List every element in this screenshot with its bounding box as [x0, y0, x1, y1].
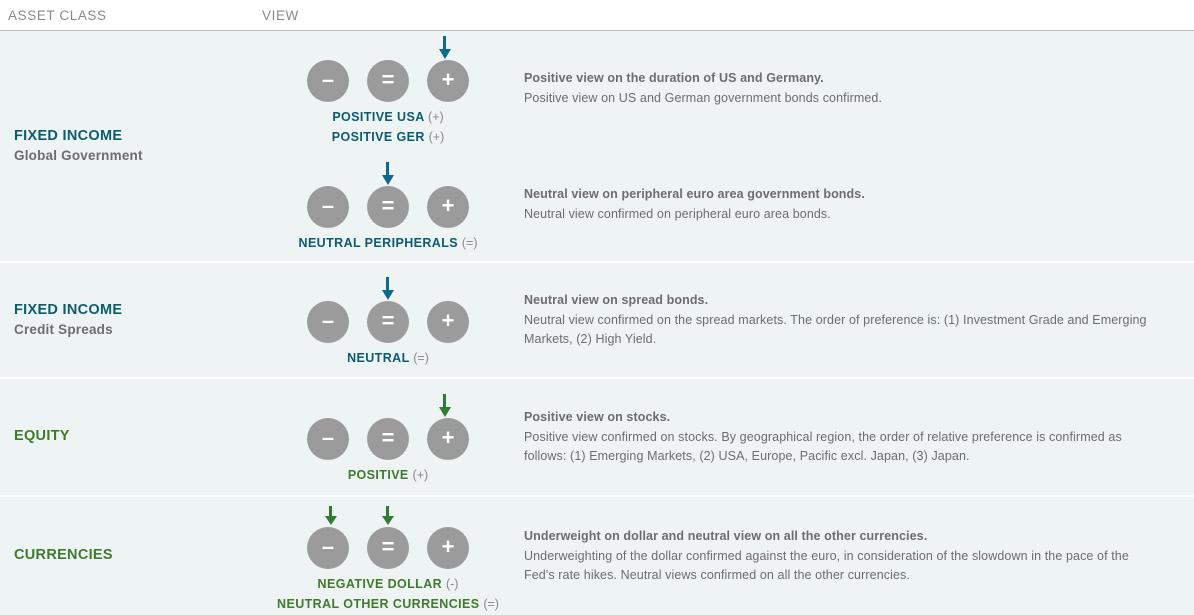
- dial-neutral: =: [367, 301, 409, 343]
- gauge-label: POSITIVE USA (+): [332, 110, 444, 125]
- dial-neutral: =: [367, 60, 409, 102]
- table-row: [0, 31, 1194, 263]
- gauge-label-sign: (+): [428, 129, 445, 144]
- description-headline: Positive view on the duration of US and Germany.: [524, 71, 824, 86]
- gauge-label: POSITIVE GER (+): [331, 129, 445, 144]
- description-headline: Neutral view on spread bonds.: [524, 292, 709, 307]
- gauge-label-sign: (=): [413, 350, 429, 365]
- asset-class-cell: [0, 497, 262, 615]
- dial-positive: +: [427, 418, 469, 460]
- gauge-label-sign: (=): [483, 596, 499, 611]
- asset-class-subtitle: Global Government: [14, 148, 143, 164]
- arrow-slot-positive: [421, 502, 469, 526]
- down-arrow-icon: [438, 394, 452, 417]
- dial-negative: –: [307, 186, 349, 228]
- gauge-dials: [307, 418, 469, 460]
- dial-neutral: =: [367, 186, 409, 228]
- asset-class-cell: [0, 31, 262, 261]
- gauge-dials: [307, 527, 469, 569]
- gauge-label-sign: (-): [445, 577, 459, 592]
- gauge-arrow-row: [307, 502, 469, 526]
- view-description: [514, 185, 1194, 224]
- gauge-label: NEUTRAL PERIPHERALS (=): [298, 235, 478, 250]
- asset-class-title: FIXED INCOME: [14, 128, 123, 145]
- gauge-label: POSITIVE (+): [347, 467, 429, 482]
- gauge-label-sign: (+): [428, 110, 444, 125]
- down-arrow-icon: [324, 506, 338, 526]
- view-gauge: [262, 498, 514, 614]
- arrow-slot-neutral: [364, 161, 412, 185]
- arrow-slot-negative: [307, 35, 355, 59]
- gauge-arrow-row: [307, 276, 469, 300]
- arrow-slot-negative: [307, 502, 355, 526]
- table-row: [0, 263, 1194, 379]
- table-row: [0, 497, 1194, 615]
- view-description: [514, 527, 1194, 586]
- asset-class-title: FIXED INCOME: [14, 302, 123, 319]
- arrow-slot-neutral: [364, 393, 412, 417]
- description-body: Neutral view confirmed on the spread markets. The order of preference is: (1) Investment Grade and Emerging Markets, (2) High Yield.: [524, 312, 1147, 346]
- gauge-label-sign: (+): [412, 467, 429, 482]
- gauge-labels: [263, 466, 513, 485]
- down-arrow-icon: [381, 277, 395, 300]
- asset-class-cell: [0, 379, 262, 495]
- gauge-labels: [263, 575, 513, 614]
- asset-class-subtitle: Credit Spreads: [14, 322, 113, 338]
- table-header: [0, 0, 1194, 31]
- view-description: [514, 408, 1194, 467]
- dial-negative: –: [307, 527, 349, 569]
- dial-negative: –: [307, 418, 349, 460]
- view-gauge: [262, 272, 514, 368]
- gauge-label: NEUTRAL (=): [347, 350, 429, 365]
- gauge-dials: [307, 301, 469, 343]
- dial-neutral: =: [367, 527, 409, 569]
- arrow-slot-neutral: [364, 35, 412, 59]
- arrow-slot-negative: [307, 276, 355, 300]
- gauge-labels: [263, 234, 513, 253]
- table-row: [0, 379, 1194, 497]
- arrow-slot-positive: [421, 35, 469, 59]
- gauge-labels: [263, 349, 513, 368]
- dial-positive: +: [427, 186, 469, 228]
- asset-class-cell: [0, 263, 262, 377]
- view-description: [514, 291, 1194, 350]
- arrow-slot-positive: [421, 276, 469, 300]
- description-body: Positive view on US and German government bonds confirmed.: [524, 91, 883, 106]
- view-gauge: [262, 31, 514, 147]
- description-body: Positive view confirmed on stocks. By geographical region, the order of relative preference is confirmed as follows: (1) Emerging Markets, (2) USA, Europe, Pacific excl. Japan, (3) Japan.: [524, 429, 1122, 463]
- arrow-slot-negative: [307, 393, 355, 417]
- down-arrow-icon: [438, 36, 452, 59]
- dial-negative: –: [307, 60, 349, 102]
- gauge-label: NEUTRAL OTHER CURRENCIES (=): [277, 596, 499, 611]
- asset-class-title: EQUITY: [14, 428, 70, 445]
- view-block: [262, 147, 1194, 263]
- description-headline: Underweight on dollar and neutral view on all the other currencies.: [524, 528, 928, 543]
- header-view: VIEW: [262, 7, 299, 23]
- view-gauge: [262, 157, 514, 253]
- gauge-labels: [263, 108, 513, 147]
- gauge-dials: [307, 60, 469, 102]
- dial-positive: +: [427, 527, 469, 569]
- arrow-slot-negative: [307, 161, 355, 185]
- view-gauge: [262, 389, 514, 485]
- arrow-slot-positive: [421, 161, 469, 185]
- view-cell: [262, 379, 1194, 495]
- arrow-slot-positive: [421, 393, 469, 417]
- dial-neutral: =: [367, 418, 409, 460]
- asset-class-title: CURRENCIES: [14, 547, 113, 564]
- dial-negative: –: [307, 301, 349, 343]
- description-headline: Positive view on stocks.: [524, 409, 671, 424]
- arrow-slot-neutral: [364, 276, 412, 300]
- gauge-label-sign: (=): [461, 235, 478, 250]
- view-cell: [262, 263, 1194, 377]
- gauge-arrow-row: [307, 161, 469, 185]
- view-description: [514, 69, 1194, 108]
- down-arrow-icon: [381, 162, 395, 185]
- gauge-label: NEGATIVE DOLLAR (-): [317, 577, 459, 592]
- arrow-slot-neutral: [364, 502, 412, 526]
- gauge-dials: [307, 186, 469, 228]
- description-headline: Neutral view on peripheral euro area government bonds.: [524, 187, 865, 202]
- description-body: Underweighting of the dollar confirmed against the euro, in consideration of the slowdown in the pace of the Fed's rate hikes. Neutral views confirmed on all the other currencies.: [524, 548, 1129, 582]
- view-block: [262, 31, 1194, 147]
- header-asset-class: ASSET CLASS: [8, 7, 107, 23]
- description-body: Neutral view confirmed on peripheral euro area bonds.: [524, 207, 831, 222]
- view-cell: [262, 497, 1194, 615]
- gauge-arrow-row: [307, 393, 469, 417]
- dial-positive: +: [427, 301, 469, 343]
- gauge-arrow-row: [307, 35, 469, 59]
- dial-positive: +: [427, 60, 469, 102]
- down-arrow-icon: [381, 506, 395, 526]
- view-cell: [262, 31, 1194, 261]
